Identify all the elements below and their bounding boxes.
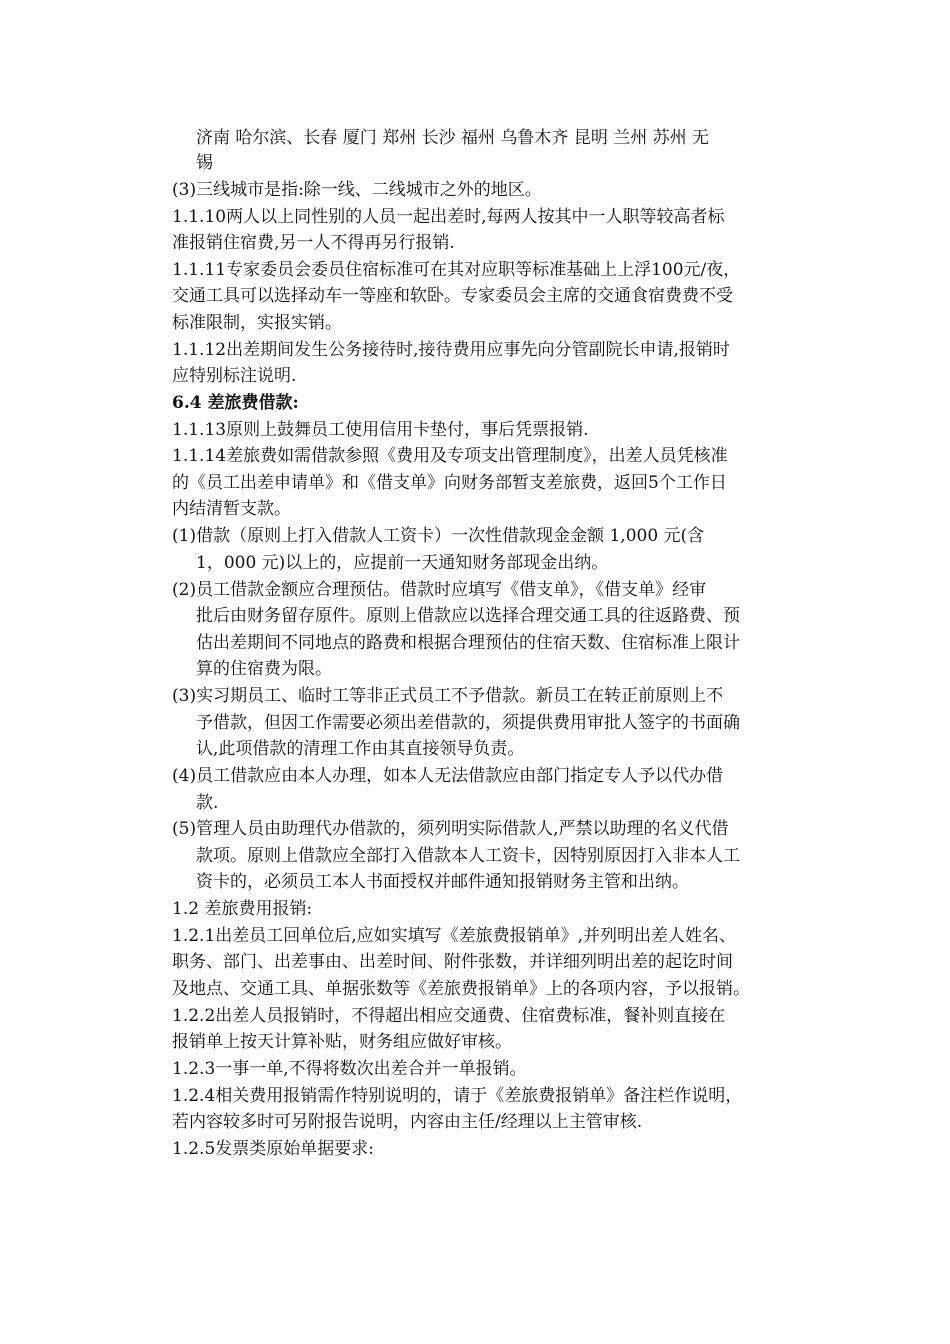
clause-1-2-1-line-2: 职务、部门、出差事由、出差时间、附件张数，并详细列明出差的起讫时间 bbox=[172, 952, 733, 972]
city-list-line-2: 锡 bbox=[196, 153, 213, 173]
clause-1-1-14-line-2: 的《员工出差申请单》和《借支单》向财务部暂支差旅费，返回5个工作日 bbox=[172, 473, 727, 493]
clause-1-2-2-line-1: 1.2.2出差人员报销时，不得超出相应交通费、住宿费标准，餐补则直接在 bbox=[172, 1006, 726, 1026]
clause-1-1-11-line-2: 交通工具可以选择动车一等座和软卧。专家委员会主席的交通食宿费费不受 bbox=[172, 286, 733, 306]
item-3-line-1: (3)实习期员工、临时工等非正式员工不予借款。新员工在转正前原则上不 bbox=[172, 686, 724, 706]
item-4-line-1: (4)员工借款应由本人办理，如本人无法借款应由部门指定专人予以代办借 bbox=[172, 766, 724, 786]
item-1-line-1: (1)借款（原则上打入借款人工资卡）一次性借款现金金额 1,000 元(含 bbox=[172, 526, 705, 546]
clause-1-1-12-line-1: 1.1.12出差期间发生公务接待时,接待费用应事先向分管副院长申请,报销时 bbox=[172, 340, 730, 360]
item-4-line-2: 款. bbox=[196, 793, 219, 813]
clause-1-2-3: 1.2.3一事一单,不得将数次出差合并一单报销。 bbox=[172, 1059, 527, 1079]
clause-1-2-4-line-2: 若内容较多时可另附报告说明，内容由主任/经理以上主管审核. bbox=[172, 1112, 643, 1132]
item-5-line-1: (5)管理人员由助理代办借款的，须列明实际借款人,严禁以助理的名义代借 bbox=[172, 819, 729, 839]
clause-1-1-11-line-3: 标准限制，实报实销。 bbox=[172, 313, 342, 333]
item-2-line-3: 估出差期间不同地点的路费和根据合理预估的住宿天数、住宿标准上限计 bbox=[196, 633, 740, 653]
clause-1-1-11-line-1: 1.1.11专家委员会委员住宿标准可在其对应职等标准基础上上浮100元/夜， bbox=[172, 260, 741, 280]
item-3-line-3: 认,此项借款的清理工作由其直接领导负责。 bbox=[196, 739, 525, 759]
clause-1-2-1-line-1: 1.2.1出差员工回单位后,应如实填写《差旅费报销单》,并列明出差人姓名、 bbox=[172, 926, 737, 946]
clause-1-2-2-line-2: 报销单上按天计算补贴，财务组应做好审核。 bbox=[172, 1032, 512, 1052]
item-5-line-2: 款项。原则上借款应全部打入借款本人工资卡，因特别原因打入非本人工 bbox=[196, 846, 740, 866]
item-2-line-2: 批后由财务留存原件。原则上借款应以选择合理交通工具的往返路费、预 bbox=[196, 606, 740, 626]
clause-1-2-1-line-3: 及地点、交通工具、单据张数等《差旅费报销单》上的各项内容，予以报销。 bbox=[172, 979, 750, 999]
section-heading-1-2: 1.2 差旅费用报销: bbox=[172, 899, 313, 919]
third-tier-city-definition: (3)三线城市是指:除一线、二线城市之外的地区。 bbox=[172, 180, 542, 200]
item-1-line-2: 1，000 元)以上的，应提前一天通知财务部现金出纳。 bbox=[196, 553, 609, 573]
item-3-line-2: 予借款，但因工作需要必须出差借款的，须提供费用审批人签字的书面确 bbox=[196, 713, 740, 733]
item-2-line-4: 算的住宿费为限。 bbox=[196, 659, 332, 679]
item-5-line-3: 资卡的，必须员工本人书面授权并邮件通知报销财务主管和出纳。 bbox=[196, 872, 689, 892]
clause-1-1-10-line-2: 准报销住宿费,另一人不得再另行报销. bbox=[172, 233, 455, 253]
clause-1-1-14-line-1: 1.1.14差旅费如需借款参照《费用及专项支出管理制度》，出差人员凭核准 bbox=[172, 446, 728, 466]
clause-1-1-10-line-1: 1.1.10两人以上同性别的人员一起出差时,每两人按其中一人职等较高者标 bbox=[172, 207, 725, 227]
clause-1-2-5: 1.2.5发票类原始单据要求: bbox=[172, 1139, 374, 1159]
clause-1-2-4-line-1: 1.2.4相关费用报销需作特别说明的，请于《差旅费报销单》备注栏作说明， bbox=[172, 1086, 743, 1106]
item-2-line-1: (2)员工借款金额应合理预估。借款时应填写《借支单》，《借支单》经审 bbox=[172, 580, 707, 600]
clause-1-1-12-line-2: 应特别标注说明. bbox=[172, 366, 297, 386]
clause-1-1-14-line-3: 内结清暂支款。 bbox=[172, 499, 291, 519]
clause-1-1-13: 1.1.13原则上鼓舞员工使用信用卡垫付，事后凭票报销. bbox=[172, 420, 589, 440]
section-heading-6-4: 6.4 差旅费借款: bbox=[172, 393, 299, 413]
city-list-line-1: 济南 哈尔滨、长春 厦门 郑州 长沙 福州 乌鲁木齐 昆明 兰州 苏州 无 bbox=[196, 128, 710, 148]
